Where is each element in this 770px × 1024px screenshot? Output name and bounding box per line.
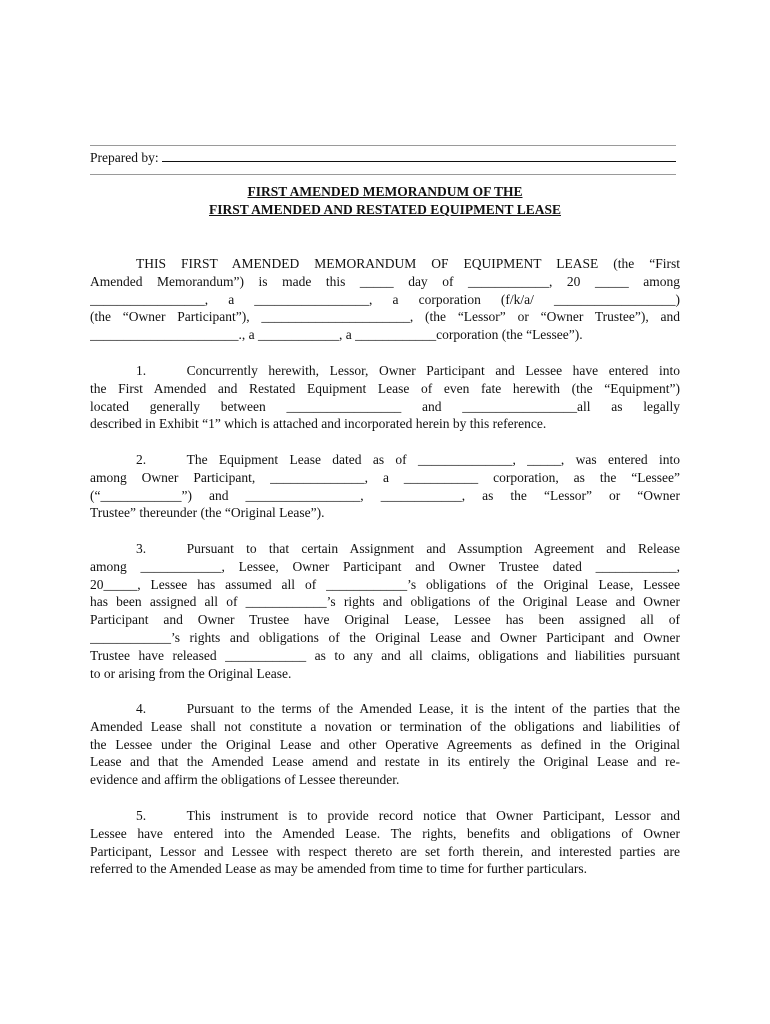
- paragraph-line: evidence and affirm the obligations of Lessee thereunder.: [90, 772, 400, 788]
- paragraph-line: located generally between _________________ and _________________all as legally: [90, 398, 680, 414]
- paragraph-line: Trustee” thereunder (the “Original Lease”).: [90, 505, 325, 521]
- paragraph-line: Lease and that the Amended Lease amend and restate in its entirely the Original Lease and re-: [90, 754, 680, 770]
- intro-line: THIS FIRST AMENDED MEMORANDUM OF EQUIPMENT LEASE (the “First: [136, 256, 680, 271]
- intro-line: _________________, a _________________, a corporation (f/k/a/ __________________): [90, 291, 680, 307]
- paragraph-line: among ____________, Lessee, Owner Participant and Owner Trustee dated ____________,: [90, 558, 680, 574]
- paragraph-line: 20_____, Lessee has assumed all of ____________’s obligations of the Original Lease, Lessee: [90, 576, 680, 592]
- paragraph-line: to or arising from the Original Lease.: [90, 665, 292, 681]
- intro-line: (the “Owner Participant”), ______________________, (the “Lessor” or “Owner Trustee”), and: [90, 309, 680, 325]
- document-title: [90, 183, 680, 219]
- paragraph-line: 4. Pursuant to the terms of the Amended Lease, it is the intent of the parties that the: [136, 701, 680, 716]
- title-line-2: FIRST AMENDED AND RESTATED EQUIPMENT LEASE: [209, 202, 561, 217]
- paragraph-line: Lessee have entered into the Amended Lease. The rights, benefits and obligations of Owner: [90, 825, 680, 841]
- paragraph-line: Trustee have released ____________ as to any and all claims, obligations and liabilities pursuant: [90, 647, 680, 663]
- paragraph-3: [90, 540, 680, 682]
- document-page: [90, 0, 680, 1024]
- title-line-1: FIRST AMENDED MEMORANDUM OF THE: [247, 184, 523, 199]
- paragraph-line: (“____________”) and _________________, ____________, as the “Lessor” or “Owner: [90, 487, 680, 503]
- paragraph-1: [90, 362, 680, 433]
- prepared-by-blank[interactable]: [162, 148, 676, 162]
- paragraph-line: Participant and Owner Trustee have Original Lease, Lessee has been assigned all of: [90, 612, 680, 628]
- paragraph-2: [90, 451, 680, 522]
- paragraph-line: 1. Concurrently herewith, Lessor, Owner Participant and Lessee have entered into: [136, 363, 680, 378]
- bottom-rule: [90, 174, 676, 175]
- paragraph-line: 5. This instrument is to provide record notice that Owner Participant, Lessor and: [136, 808, 680, 823]
- paragraph-line: among Owner Participant, ______________, a ___________ corporation, as the “Lessee”: [90, 469, 680, 485]
- intro-paragraph: [90, 255, 680, 344]
- intro-line: ______________________., a ____________, a ____________corporation (the “Lessee”).: [90, 327, 583, 343]
- paragraph-line: the First Amended and Restated Equipment Lease of even fate herewith (the “Equipment”): [90, 380, 680, 396]
- prepared-by-row: [90, 148, 676, 167]
- intro-line: Amended Memorandum”) is made this _____ day of ____________, 20 _____ among: [90, 273, 680, 289]
- paragraph-line: has been assigned all of ____________’s rights and obligations of the Original Lease and Owner: [90, 594, 680, 610]
- paragraph-line: Amended Lease shall not constitute a novation or termination of the obligations and liabilities of: [90, 718, 680, 734]
- paragraph-line: Participant, Lessor and Lessee with respect thereto are set forth therein, and interested parties are: [90, 843, 680, 859]
- top-rule: [90, 145, 676, 146]
- paragraph-line: referred to the Amended Lease as may be amended from time to time for further particulars.: [90, 861, 588, 877]
- paragraph-4: [90, 700, 680, 789]
- paragraph-line: ____________’s rights and obligations of the Original Lease and Owner Participant and Owner: [90, 629, 680, 645]
- paragraph-line: 2. The Equipment Lease dated as of ______________, _____, was entered into: [136, 452, 680, 467]
- paragraph-5: [90, 807, 680, 878]
- paragraph-line: 3. Pursuant to that certain Assignment and Assumption Agreement and Release: [136, 541, 680, 556]
- paragraph-line: the Lessee under the Original Lease and other Operative Agreements as defined in the Original: [90, 736, 680, 752]
- paragraph-line: described in Exhibit “1” which is attached and incorporated herein by this reference.: [90, 416, 547, 432]
- prepared-by-label: Prepared by:: [90, 150, 159, 165]
